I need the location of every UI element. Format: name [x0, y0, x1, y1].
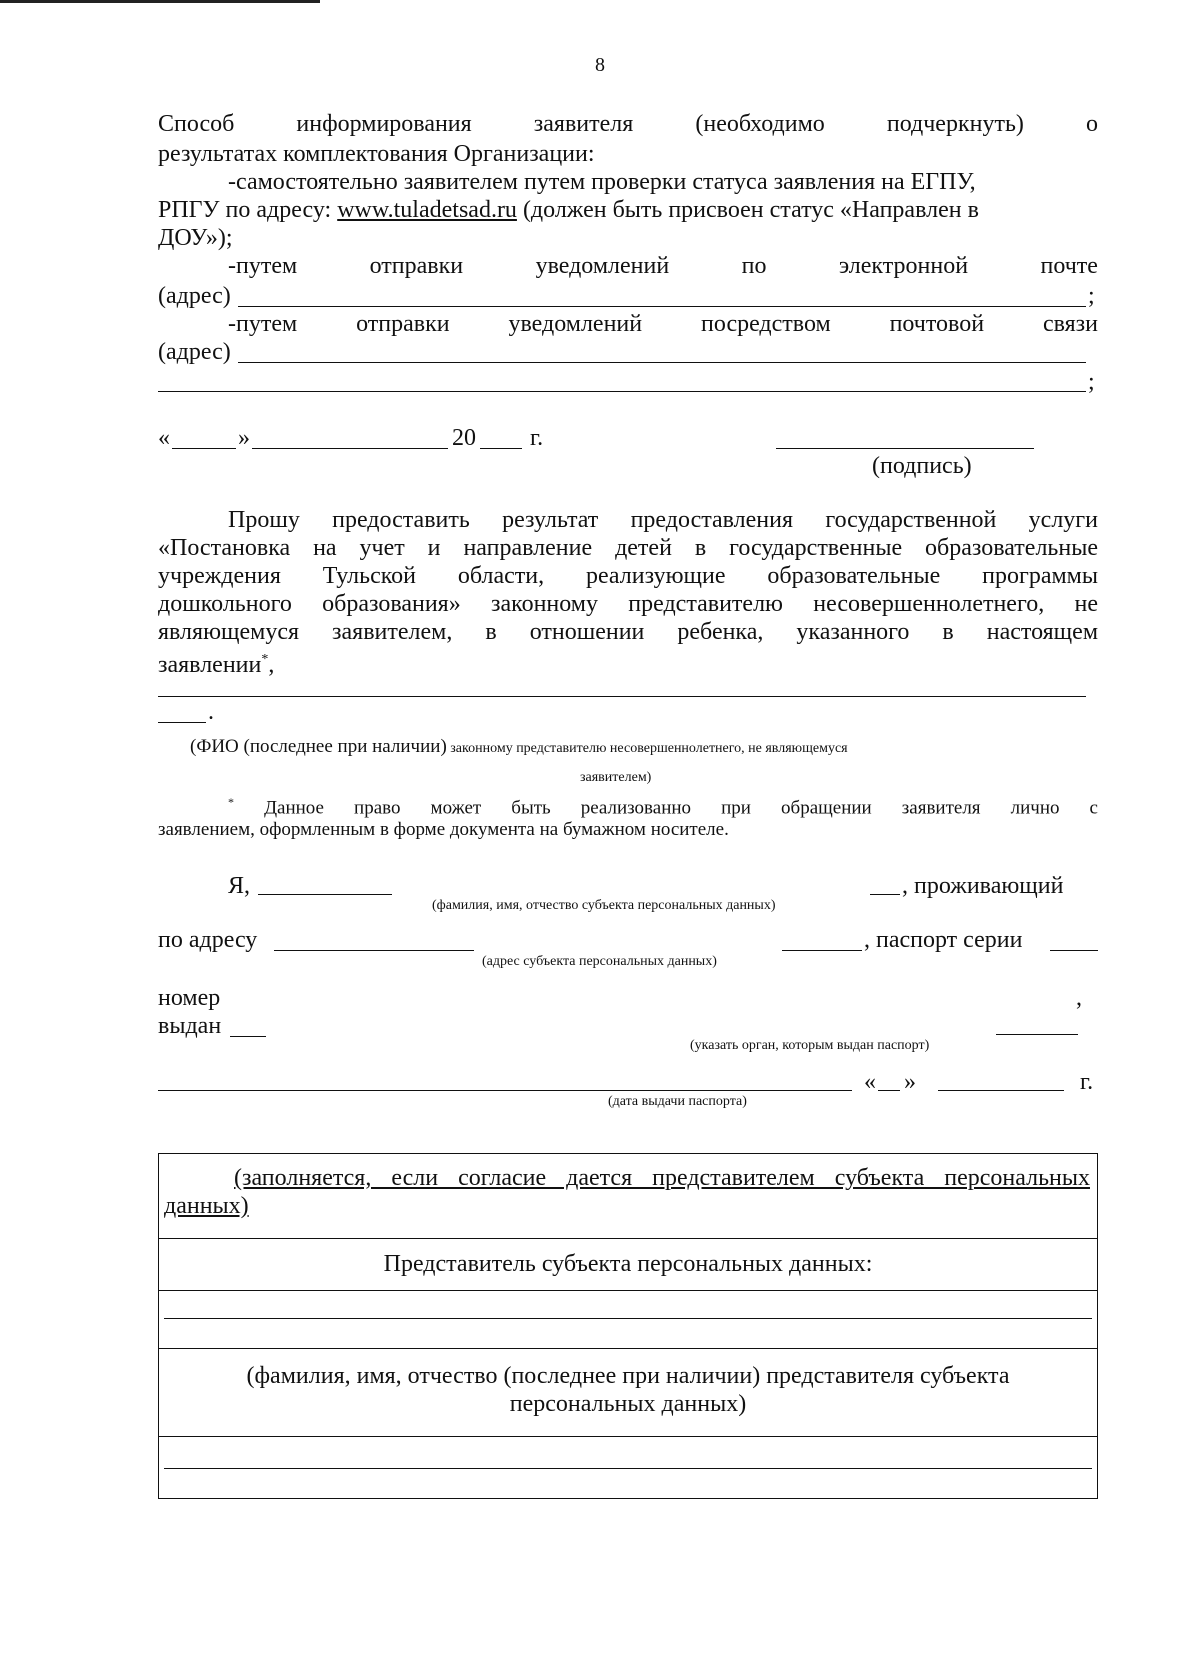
post-address-field[interactable]	[238, 362, 1086, 363]
representative-caption	[190, 735, 848, 759]
representative-name-dot: .	[208, 699, 214, 725]
post-option-row	[228, 310, 1098, 338]
informing-line-1-word-1: информирования	[296, 111, 472, 137]
request-last-word: заявлении	[158, 652, 262, 678]
page-number: 8	[595, 54, 605, 76]
note-line-1	[228, 790, 1098, 820]
request-comma: ,	[268, 652, 275, 678]
consent-address-field-end[interactable]	[782, 950, 862, 951]
date-year-suffix: г.	[530, 425, 544, 451]
representative-box-caption-1: (фамилия, имя, отчество (последнее при наличии) представителя субъекта	[246, 1363, 1010, 1389]
issue-date-month-field[interactable]	[938, 1090, 1064, 1091]
consent-address-caption: (адрес субъекта персональных данных)	[482, 954, 717, 969]
request-line-2: «Постановка на учет и направление детей в государственные образовательные	[158, 535, 1098, 561]
consent-name-field-end[interactable]	[870, 894, 900, 895]
issue-date-close-quote: »	[904, 1069, 916, 1095]
representative-caption-main: (ФИО (последнее при наличии)	[190, 736, 447, 757]
representative-name-field[interactable]	[158, 696, 1086, 697]
asterisk-mark: *	[261, 652, 269, 667]
issue-date-g: г.	[1080, 1069, 1094, 1095]
representative-box-note-1: (заполняется, если согласие дается представителем субъекта персональных	[234, 1165, 1090, 1191]
informing-line-4-suffix: (должен быть присвоен статус «Направлен в	[516, 197, 979, 223]
email-option-word-1: отправки	[369, 253, 464, 279]
date-day-field[interactable]	[172, 448, 236, 449]
informing-line-3: -самостоятельно заявителем путем проверки статуса заявления на ЕГПУ,	[228, 169, 976, 195]
consent-ya: Я,	[228, 873, 251, 899]
post-option-word-3: посредством	[701, 311, 831, 337]
email-option-word-2: уведомлений	[535, 253, 670, 279]
email-address-field[interactable]	[238, 306, 1086, 307]
passport-issued-field-end[interactable]	[996, 1034, 1078, 1035]
post-address-field-2[interactable]	[158, 391, 1086, 392]
consent-name-caption: (фамилия, имя, отчество субъекта персональных данных)	[432, 898, 776, 913]
post-option-word-2: уведомлений	[508, 311, 643, 337]
representative-box-divider-2	[158, 1290, 1098, 1291]
date-open-quote: «	[158, 425, 170, 451]
representative-fio-field[interactable]	[164, 1318, 1092, 1319]
issue-date-day-field[interactable]	[878, 1090, 900, 1091]
representative-name-field-2[interactable]	[158, 722, 206, 723]
request-line-4: дошкольного образования» законному представителю несовершеннолетнего, не	[158, 591, 1098, 617]
issue-date-caption: (дата выдачи паспорта)	[608, 1094, 747, 1109]
informing-line-1-word-3: (необходимо	[695, 111, 825, 137]
scan-artifact-line	[0, 0, 320, 3]
representative-box	[158, 1153, 1098, 1499]
informing-line-1	[158, 110, 1098, 138]
email-end-semicolon: ;	[1088, 283, 1095, 309]
issue-date-open-quote: «	[864, 1069, 876, 1095]
representative-box-caption-2: персональных данных)	[509, 1391, 747, 1417]
consent-address-label: по адресу	[158, 927, 258, 953]
tuladetsad-link[interactable]: www.tuladetsad.ru	[337, 197, 517, 223]
consent-name-field[interactable]	[258, 894, 392, 895]
post-address-label: (адрес)	[158, 339, 231, 365]
note-asterisk: *	[228, 795, 234, 809]
consent-address-field[interactable]	[274, 950, 474, 951]
informing-line-5: ДОУ»);	[158, 225, 233, 251]
consent-living: , проживающий	[902, 873, 1064, 899]
date-close-quote: »	[238, 425, 250, 451]
informing-line-1-word-4: подчеркнуть)	[886, 111, 1024, 137]
representative-caption-small: законному представителю несовершеннолетнего, не являющемуся	[446, 741, 848, 756]
passport-issued-field[interactable]	[230, 1036, 266, 1037]
request-line-5: являющемуся заявителем, в отношении ребенка, указанного в настоящем	[158, 619, 1098, 645]
post-option-word-1: отправки	[356, 311, 450, 337]
email-option-word-5: почте	[1040, 253, 1098, 279]
signature-caption: (подпись)	[872, 453, 972, 479]
date-year-prefix: 20	[452, 425, 476, 451]
email-option-word-0: -путем	[228, 253, 298, 279]
passport-issued-caption: (указать орган, которым выдан паспорт)	[690, 1038, 930, 1053]
informing-line-1-word-5: о	[1085, 111, 1098, 137]
note-line-2: заявлением, оформленным в форме документа на бумажном носителе.	[158, 819, 729, 840]
informing-line-4	[158, 196, 979, 224]
date-year-field[interactable]	[480, 448, 522, 449]
email-option-word-3: по	[741, 253, 767, 279]
informing-line-2: результатах комплектования Организации:	[158, 141, 595, 167]
post-option-word-5: связи	[1042, 311, 1098, 337]
email-option-word-4: электронной	[838, 253, 969, 279]
representative-box-note-2: данных)	[164, 1193, 249, 1219]
informing-line-1-word-2: заявителя	[533, 111, 634, 137]
informing-line-1-word-0: Способ	[158, 111, 235, 137]
passport-number-comma: ,	[1076, 985, 1082, 1011]
date-month-field[interactable]	[252, 448, 448, 449]
request-line-6	[158, 646, 274, 679]
post-option-word-4: почтовой	[889, 311, 985, 337]
passport-issued-label: выдан	[158, 1013, 222, 1039]
informing-line-4-prefix: РПГУ по адресу:	[158, 197, 338, 223]
post-option-word-0: -путем	[228, 311, 298, 337]
post-end-semicolon: ;	[1088, 369, 1095, 395]
request-line-1: Прошу предоставить результат предоставления государственной услуги	[228, 507, 1098, 533]
signature-field[interactable]	[776, 448, 1034, 449]
representative-caption-line-2: заявителем)	[580, 770, 652, 785]
passport-issued-field-2[interactable]	[158, 1090, 852, 1091]
consent-passport-series: , паспорт серии	[864, 927, 1023, 953]
representative-box-divider-1	[158, 1238, 1098, 1239]
passport-series-field[interactable]	[1050, 950, 1098, 951]
representative-extra-field[interactable]	[164, 1468, 1092, 1469]
representative-box-divider-3	[158, 1348, 1098, 1349]
representative-box-divider-4	[158, 1436, 1098, 1437]
request-line-3: учреждения Тульской области, реализующие образовательные программы	[158, 563, 1098, 589]
email-address-label: (адрес)	[158, 283, 231, 309]
note-line-1-text: Данное право может быть реализованно при обращении заявителя лично с	[234, 797, 1098, 819]
representative-box-heading: Представитель субъекта персональных данных:	[383, 1251, 873, 1277]
passport-number-label: номер	[158, 985, 221, 1011]
email-option-row	[228, 252, 1098, 280]
